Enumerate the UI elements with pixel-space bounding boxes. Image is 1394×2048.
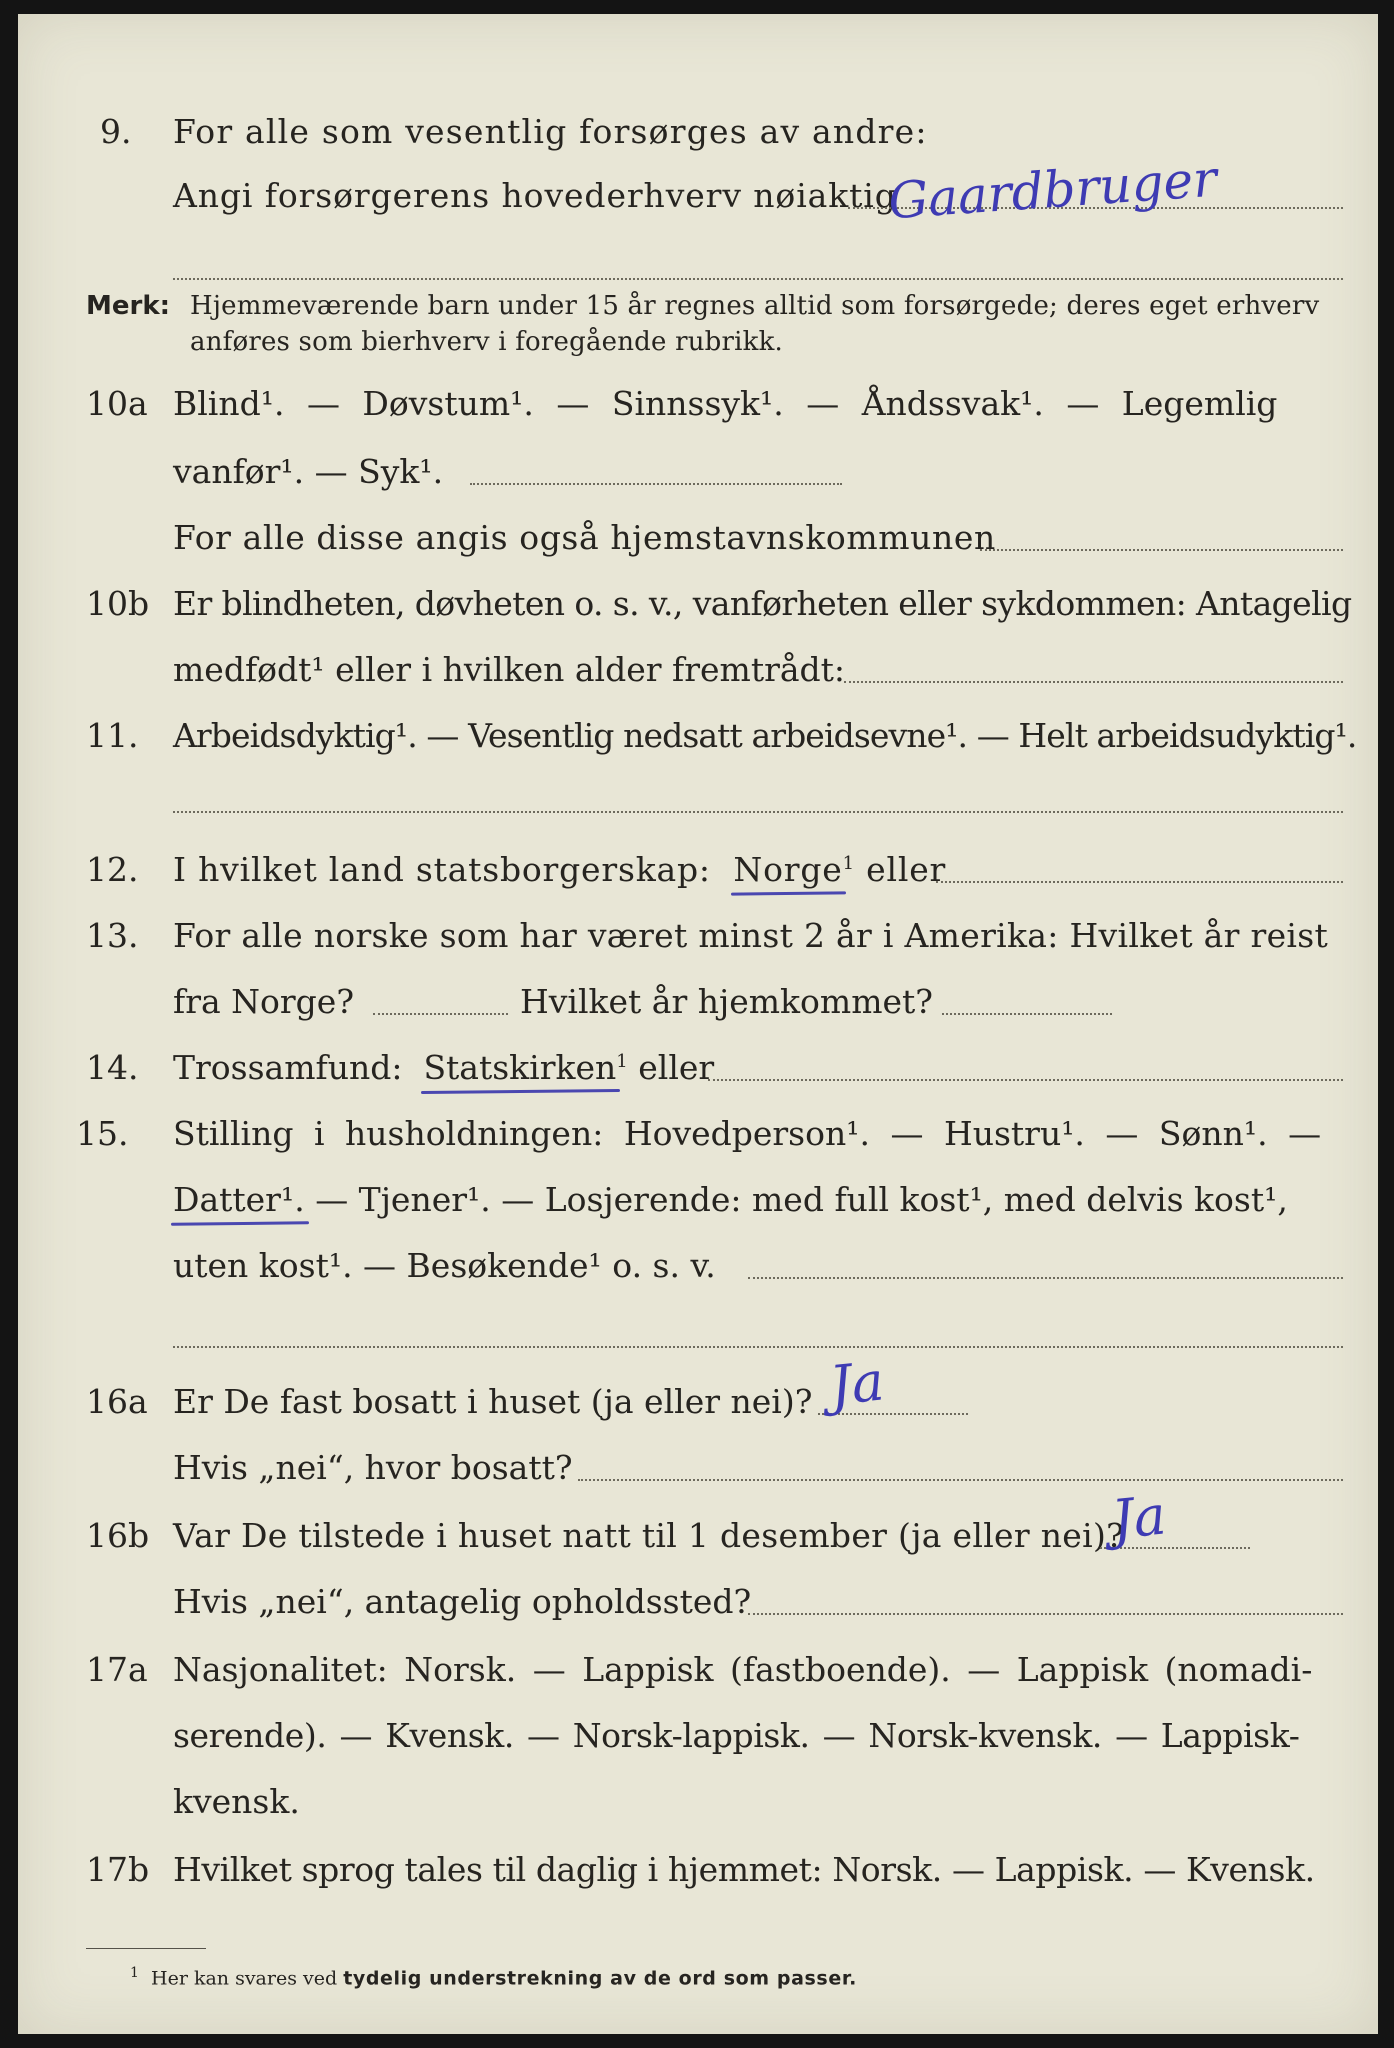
q15-line2: — Tjener¹. — Losjerende: med full kost¹, med delvis kost¹, — [315, 1180, 1288, 1219]
q17a-line1: Nasjonalitet: Norsk. — Lappisk (fastboende). — Lappisk (nomadi- — [173, 1650, 1313, 1689]
q12-number: 12. — [86, 850, 139, 889]
q10a-line2: vanfør¹. — Syk¹. — [173, 452, 444, 491]
q13-reist-fill — [373, 1013, 508, 1015]
q13-hjem-fill — [942, 1013, 1112, 1015]
q12-underlined-answer: Norge — [733, 850, 843, 889]
q17a-number: 17a — [86, 1650, 148, 1689]
q14-underlined-answer: Statskirken — [423, 1048, 617, 1087]
q13-number: 13. — [86, 916, 139, 955]
q12-line: I hvilket land statsborgerskap: Norge$^1$ eller — [173, 850, 947, 889]
q10a-line1: Blind¹. — Døvstum¹. — Sinnssyk¹. — Åndssvak¹. — Legemlig — [173, 384, 1278, 423]
q16a-line1: Er De fast bosatt i huset (ja eller nei)? — [173, 1382, 813, 1421]
q16a-line2: Hvis „nei“, hvor bosatt? — [173, 1448, 573, 1487]
q9-extra-line — [173, 278, 1343, 280]
q16a-line2-fill — [578, 1479, 1343, 1481]
q16a-handwritten-answer: Ja — [826, 1349, 887, 1418]
q15-number: 15. — [76, 1114, 129, 1153]
q16b-line1: Var De tilstede i huset natt til 1 desember (ja eller nei)? — [173, 1516, 1125, 1555]
q15-line3-fill — [748, 1277, 1343, 1279]
q16b-line2-fill — [748, 1613, 1343, 1615]
q15-underlined-answer: Datter¹. — [173, 1180, 305, 1219]
footnote — [130, 1960, 857, 1991]
q9-handwritten-answer: Gaardbruger — [886, 149, 1219, 231]
q17a-line2: serende). — Kvensk. — Norsk-lappisk. — Norsk-kvensk. — Lappisk- — [173, 1716, 1300, 1755]
q14-fill — [708, 1079, 1343, 1081]
q9-number: 9. — [100, 112, 132, 151]
q16b-line2: Hvis „nei“, antagelig opholdssted? — [173, 1582, 752, 1621]
q16b-number: 16b — [86, 1516, 150, 1555]
q10b-number: 10b — [86, 584, 150, 623]
q15-line3: uten kost¹. — Besøkende¹ o. s. v. — [173, 1246, 716, 1285]
q12-fill — [936, 881, 1343, 883]
q14-pre: Trossamfund: — [173, 1048, 403, 1087]
q9-line2: Angi forsørgerens hovederhverv nøiaktig — [173, 176, 897, 215]
q11-line1: Arbeidsdyktig¹. — Vesentlig nedsatt arbeidsevne¹. — Helt arbeidsudyktig¹. — [173, 716, 1357, 755]
q10a-line2-fill — [470, 483, 842, 485]
q10a-number: 10a — [86, 384, 148, 423]
q17b-number: 17b — [86, 1850, 150, 1889]
q15-line1: Stilling i husholdningen: Hovedperson¹. — Hustru¹. — Sønn¹. — — [173, 1114, 1322, 1153]
merk-line2: anføres som bierhverv i foregående rubrikk. — [190, 327, 784, 357]
q16b-handwritten-answer: Ja — [1108, 1483, 1169, 1552]
q15-extra-line — [173, 1346, 1343, 1348]
q13-line2a: fra Norge? — [173, 982, 355, 1021]
q13-line1: For alle norske som har været minst 2 år i Amerika: Hvilket år reist — [173, 916, 1329, 955]
q13-line2b: Hvilket år hjemkommet? — [520, 982, 933, 1021]
q10a-line3-fill — [980, 549, 1343, 551]
census-form-page — [18, 14, 1378, 2034]
merk-line1: Hjemmeværende barn under 15 år regnes alltid som forsørgede; deres eget erhverv — [190, 291, 1320, 321]
merk-label: Merk: — [86, 291, 171, 321]
q17a-line3: kvensk. — [173, 1782, 300, 1821]
q14-post: eller — [638, 1048, 715, 1087]
q14-line: Trossamfund: Statskirken$^1$ eller — [173, 1048, 715, 1087]
footnote-bold: tydelig understrekning av de ord som passer. — [343, 1967, 857, 1990]
q14-number: 14. — [86, 1048, 139, 1087]
footnote-pre: Her kan svares ved — [151, 1967, 338, 1990]
q10a-line3: For alle disse angis også hjemstavnskommunen — [173, 518, 996, 557]
q12-pre: I hvilket land statsborgerskap: — [173, 850, 711, 889]
footnote-rule — [86, 1948, 206, 1949]
q11-extra-line — [173, 811, 1343, 813]
q10b-line1: Er blindheten, døvheten o. s. v., vanførheten eller sykdommen: Antagelig — [173, 584, 1352, 623]
q12-post: eller — [866, 850, 947, 889]
q11-number: 11. — [86, 716, 139, 755]
q16a-number: 16a — [86, 1382, 148, 1421]
q15-line2-row — [173, 1178, 1288, 1222]
q10b-line2: medfødt¹ eller i hvilken alder fremtrådt: — [173, 650, 846, 689]
q17b-line1: Hvilket sprog tales til daglig i hjemmet: Norsk. — Lappisk. — Kvensk. — [173, 1850, 1315, 1889]
q9-line1: For alle som vesentlig forsørges av andre: — [173, 112, 928, 151]
footnote-mark: 1 — [130, 1965, 139, 1981]
q10b-line2-fill — [844, 681, 1343, 683]
